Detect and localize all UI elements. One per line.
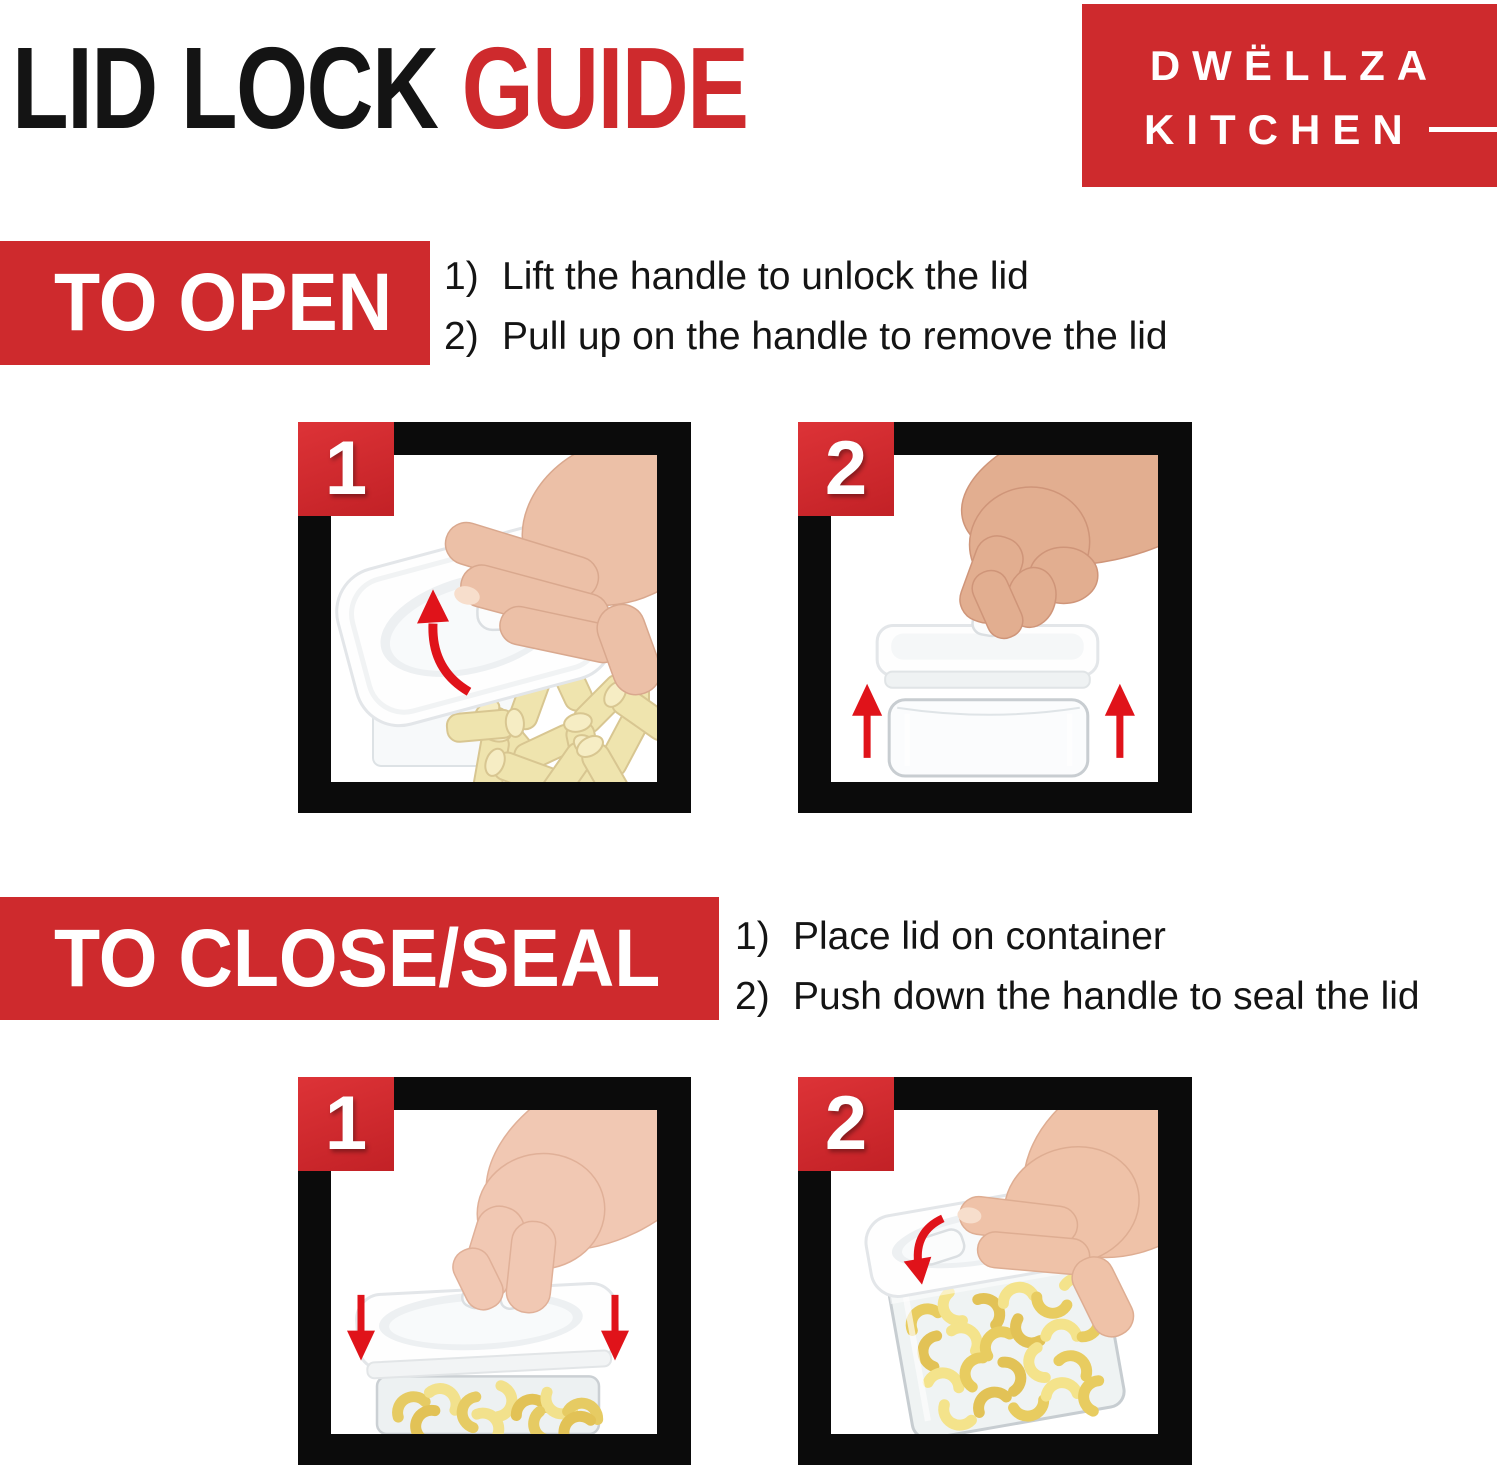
step-number: 2) (735, 974, 770, 1018)
panel-number-badge (798, 1077, 894, 1171)
step-panel-open-2 (798, 422, 1192, 813)
panel-number-badge (798, 422, 894, 516)
step-number: 1) (444, 255, 479, 298)
hand (947, 455, 1158, 644)
panel-number-badge (298, 422, 394, 516)
step-panel-open-1 (298, 422, 691, 813)
brand-name-line2-row (1082, 106, 1497, 154)
panel-number: 2 (824, 1081, 868, 1166)
panel-number: 1 (324, 426, 368, 511)
section-banner-close-label: TO CLOSE/SEAL (54, 912, 661, 1004)
brand-name-line2: KITCHEN (1144, 105, 1415, 153)
step-text: Push down the handle to seal the lid (793, 974, 1420, 1018)
panel-number: 2 (824, 426, 868, 511)
step-panel-close-2 (798, 1077, 1192, 1465)
panel-number: 1 (324, 1081, 368, 1166)
page-title-black: LID LOCK (12, 23, 462, 153)
panel-number-badge (298, 1077, 394, 1171)
section-banner-open (0, 241, 430, 365)
instruction-step (735, 912, 1420, 962)
arrow-up-icon (852, 684, 882, 758)
close-instructions (735, 912, 1420, 1022)
arrow-up-icon (1105, 684, 1135, 758)
page-title-red: GUIDE (461, 23, 748, 153)
step-number: 1) (735, 915, 770, 958)
empty-container (889, 700, 1088, 776)
instruction-step (735, 972, 1420, 1022)
hand (447, 1110, 657, 1316)
step-panel-close-1 (298, 1077, 691, 1465)
section-banner-open-label: TO OPEN (54, 257, 393, 348)
page-title (12, 23, 748, 153)
step-text: Lift the handle to unlock the lid (502, 255, 1029, 298)
brand-name-line1: DWËLLZA (1149, 41, 1440, 89)
instruction-step (444, 312, 1168, 362)
step-number: 2) (444, 314, 479, 358)
brand-logo (1082, 4, 1497, 187)
logo-rule (1429, 127, 1497, 132)
step-text: Pull up on the handle to remove the lid (502, 314, 1168, 358)
instruction-step (444, 252, 1168, 302)
step-text: Place lid on container (793, 915, 1166, 958)
open-instructions (444, 252, 1168, 362)
section-banner-close (0, 897, 719, 1020)
